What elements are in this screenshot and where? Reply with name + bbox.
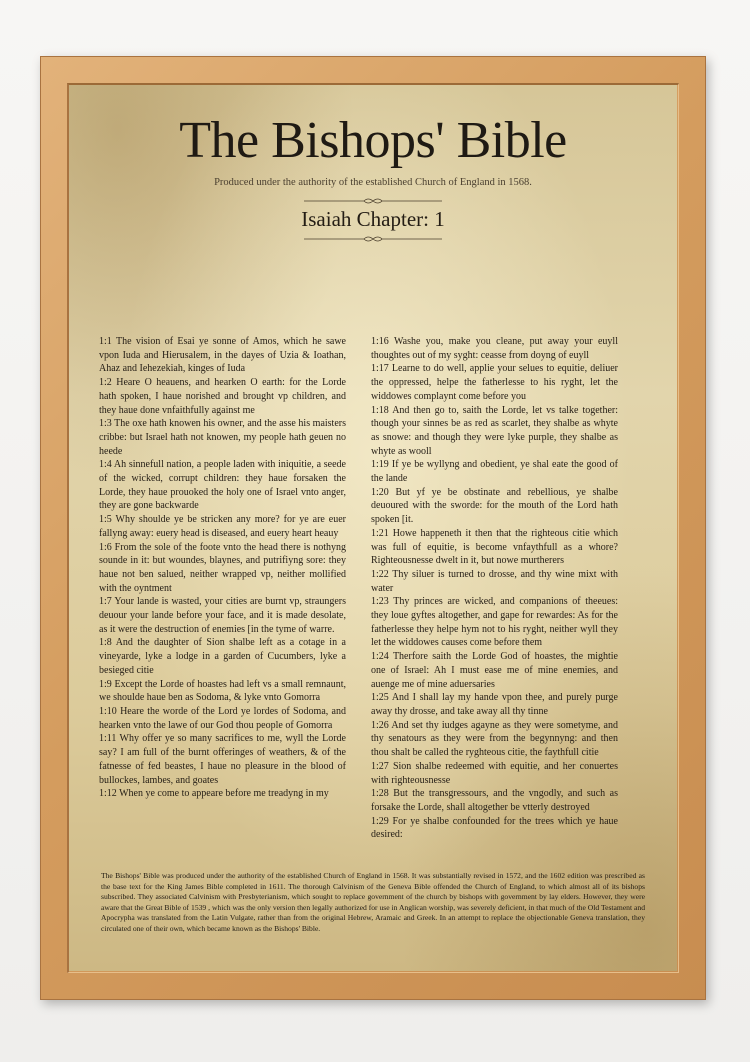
verse: 1:24 Therfore saith the Lorde God of hoastes, the mightie one of Israel: Ah I must ease me of mine enemies, and auenge me of mine aduersaries [371,651,618,690]
verse: 1:16 Washe you, make you cleane, put away your euyll thoughtes out of my syght: ceasse from doyng of euyll [371,336,618,361]
verse: 1:22 Thy siluer is turned to drosse, and thy wine mixt with water [371,568,618,594]
poster-title: The Bishops' Bible [179,112,567,169]
verse: 1:20 But yf ye be obstinate and rebellious, ye shalbe deuoured with the sworde: for the mouth of the Lord hath spoken [it. [371,486,618,526]
verse: 1:25 And I shall lay my hande vpon thee, and purely purge away thy drosse, and take away all thy tinne [371,692,618,717]
verse: 1:28 But the transgressours, and the vngodly, and such as forsake the Lorde, shall altogether be vtterly destroyed [371,788,618,813]
verse: 1:4 Ah sinnefull nation, a people laden with iniquitie, a seede of the wicked, corrupt children: they haue forsaken the Lorde, they haue prouoked the holy one of Israel vnto anger, they are gone backwarde [99,459,346,512]
poster-paper [69,85,677,971]
footnote-paragraph: The Bishops' Bible was produced under the authority of the established Church of England in 1568. It was substantially revised in 1572, and the 1602 edition was prescribed as the base text for the King James Bible completed in 1611. The thorough Calvinism of the Geneva Bible offended the Church of England, to which almost all of its bishops subscribed. They associated Calvinism with Presbyterianism, which sought to replace government of the church by bishops with government by lay elders. However, they were aware that the Great Bible of 1539 , which was the only version then legally authorized for use in Anglican worship, was severely deficient, in that much of the Old Testament and Apocrypha was translated from the Latin Vulgate, rather than from the original Hebrew, Aramaic and Greek. In an attempt to replace the objectionable Geneva translation, they circulated one of their own, which became known as the Bishops' Bible. [101,871,645,933]
verse: 1:2 Heare O heauens, and hearken O earth: for the Lorde hath spoken, I haue norished and brought vp children, and they haue done vnfaithfully against me [99,377,346,416]
verse: 1:6 From the sole of the foote vnto the head there is nothyng sounde in it: but woundes, blaynes, and putrifiyng sore: they haue not ben salued, neither wrapped vp, neither mollified with the oyntment [99,541,346,594]
verse: 1:27 Sion shalbe redeemed with equitie, and her conuertes with righteousnesse [371,760,618,786]
verse: 1:18 And then go to, saith the Lorde, let vs talke together: though your sinnes be as red as scarlet, they shalbe as whyte as snowe: and though they were lyke purple, they shalbe as whyte as wooll [371,404,618,457]
verse: 1:21 Howe happeneth it then that the righteous citie which was full of equitie, is become vnfaythfull as a whore? Righteousnesse dwelt in it, but nowe murtherers [371,527,618,567]
verse: 1:17 Learne to do well, applie your selues to equitie, deliuer the oppressed, helpe the fatherlesse to his ryght, let the widdowes complaynt come before you [371,363,618,402]
verse: 1:8 And the daughter of Sion shalbe left as a cotage in a vineyarde, lyke a lodge in a garden of Cucumbers, lyke a besieged citie [99,637,346,676]
verse: 1:3 The oxe hath knowen his owner, and the asse his maisters cribbe: but Israel hath not knowen, my people hath geuen no heede [99,418,346,457]
chapter-heading: Isaiah Chapter: 1 [301,207,445,231]
poster-subtitle: Produced under the authority of the established Church of England in 1568. [214,177,532,188]
verse: 1:1 The vision of Esai ye sonne of Amos, which he sawe vpon Iuda and Hierusalem, in the dayes of Uzia & Ioathan, Ahaz and Iehezekiah, kinges of Iuda [99,336,346,375]
ornament-divider-top [302,197,444,205]
verse-column-right [371,335,618,842]
verse: 1:23 Thy princes are wicked, and companions of theeues: they loue gyftes altogether, and gape for rewardes: As for the fatherlesse they helpe hym not to his ryght, neither wyll they let the widdowes causes come before them [371,596,618,649]
verse: 1:11 Why offer ye so many sacrifices to me, wyll the Lorde say? I am full of the burnt offeringes of weathers, & of the fatnesse of fed beastes, I haue no pleasure in the blood of bullockes, lambes, and goates [99,733,346,786]
verse: 1:29 For ye shalbe confounded for the trees which ye haue desired: [371,815,618,841]
verse: 1:7 Your lande is wasted, your cities are burnt vp, straungers deuour your lande before your face, and it is made desolate, as it were the destruction of enemies [in the tyme of warre. [99,596,346,635]
verse: 1:19 If ye be wyllyng and obedient, ye shal eate the good of the lande [371,459,618,485]
verse: 1:26 And set thy iudges agayne as they were sometyme, and thy senatours as they were from the begynnyng: and then thou shalt be called the ryghteous citie, the faythfull citie [371,719,618,759]
verse: 1:12 When ye come to appeare before me treadyng in my [99,788,329,800]
verse: 1:9 Except the Lorde of hoastes had left vs a small remnaunt, we shoulde haue ben as Sodoma, & lyke vnto Gomorra [99,678,346,704]
wooden-frame [40,56,706,1000]
verse: 1:10 Heare the worde of the Lord ye lordes of Sodoma, and hearken vnto the lawe of our God thou people of Gomorra [99,705,346,731]
ornament-divider-bottom [302,235,444,243]
verse-column-left [99,335,346,801]
verse: 1:5 Why shoulde ye be stricken any more? for ye are euer fallyng away: euery head is diseased, and euery heart heauy [99,514,346,539]
